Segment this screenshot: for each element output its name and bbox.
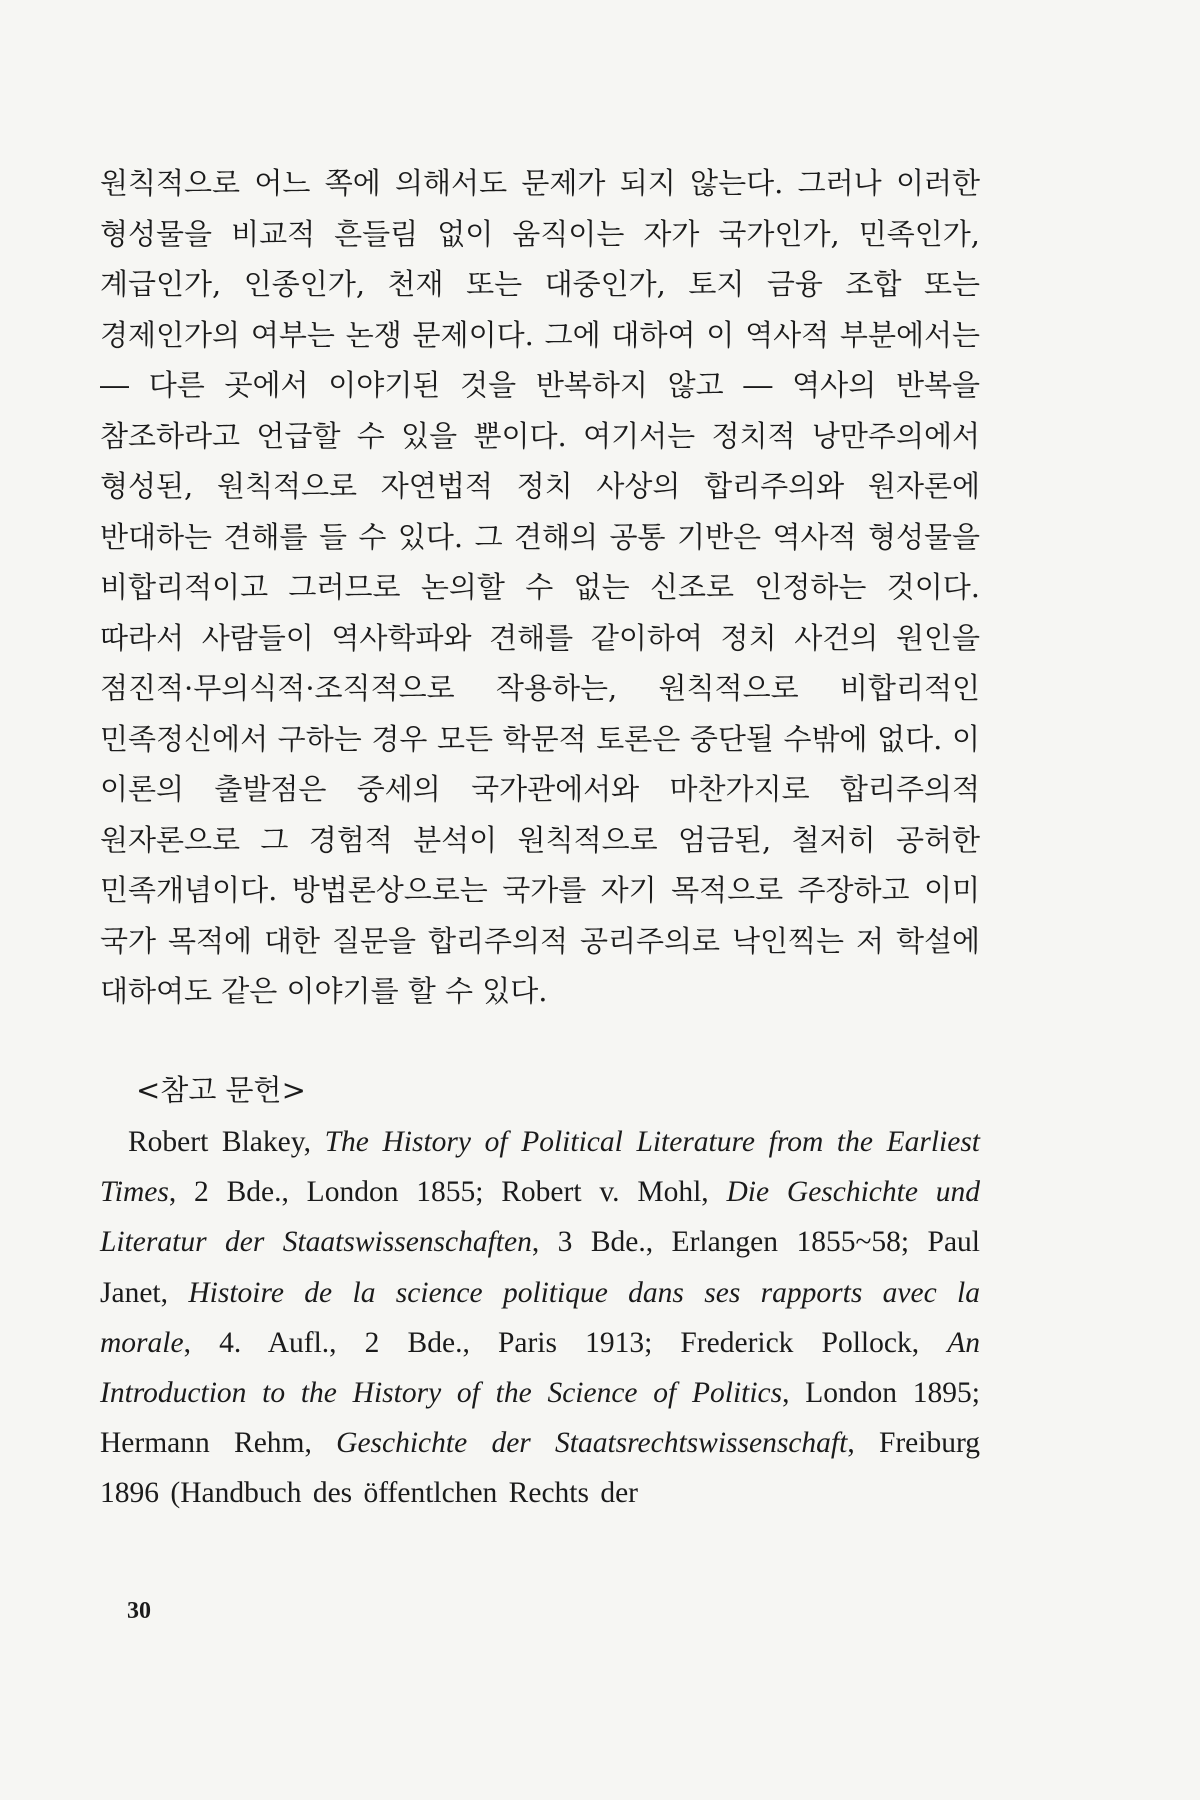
references-heading: <참고 문헌> [136, 1073, 306, 1107]
reference-title: An Introduction to the History of the Science of Politics [100, 1326, 980, 1410]
reference-title: Histoire de la science politique dans ses rapports avec la morale [100, 1276, 980, 1359]
reference-title: Geschichte der Staatsrechtswissenschaft [336, 1427, 848, 1460]
reference-title: Die Geschichte und Literatur der Staatswissenschaften [100, 1176, 980, 1259]
references-text [100, 1117, 980, 1519]
reference-text: , 3 Bde., Erlangen 1855~58; Paul Janet, [100, 1226, 980, 1309]
reference-text: , London 1895; Hermann Rehm, [100, 1377, 980, 1460]
reference-text: , Freiburg 1896 (Handbuch des öffentlchen Rechts der [100, 1427, 981, 1510]
reference-text: Robert Blakey, [128, 1126, 325, 1158]
reference-text: , 4. Aufl., 2 Bde., Paris 1913; Frederick Pollock, [183, 1326, 948, 1359]
references-section [100, 1065, 980, 1519]
body-paragraph: 원칙적으로 어느 쪽에 의해서도 문제가 되지 않는다. 그러나 이러한 형성물을 비교적 흔들림 없이 움직이는 자가 국가인가, 민족인가, 계급인가, 인종인가, 천재 또는 대중인가, 토지 금융 조합 또는 경제인가의 여부는 논쟁 문제이다. 그에 대하여 이 역사적 부분에서는 ― 다른 곳에서 이야기된 것을 반복하지 않고 ― 역사의 반복을 참조하라고 언급할 수 있을 뿐이다. 여기서는 정치적 낭만주의에서 형성된, 원칙적으로 자연법적 정치 사상의 합리주의와 원자론에 반대하는 견해를 들 수 있다. 그 견해의 공통 기반은 역사적 형성물을 비합리적이고 그러므로 논의할 수 없는 신조로 인정하는 것이다. 따라서 사람들이 역사학파와 견해를 같이하여 정치 사건의 원인을 점진적·무의식적·조직적으로 작용하는, 원칙적으로 비합리적인 민족정신에서 구하는 경우 모든 학문적 토론은 중단될 수밖에 없다. 이 이론의 출발점은 중세의 국가관에서와 마찬가지로 합리주의적 원자론으로 그 경험적 분석이 원칙적으로 엄금된, 철저히 공허한 민족개념이다. 방법론상으로는 국가를 자기 목적으로 주장하고 이미 국가 목적에 대한 질문을 합리주의적 공리주의로 낙인찍는 저 학설에 대하여도 같은 이야기를 할 수 있다. [100, 166, 980, 1008]
reference-text: , 2 Bde., London 1855; Robert v. Mohl, [168, 1176, 727, 1209]
reference-title: The History of Political Literature from the Earliest Times [100, 1126, 980, 1209]
page-number: 30 [127, 1598, 151, 1624]
